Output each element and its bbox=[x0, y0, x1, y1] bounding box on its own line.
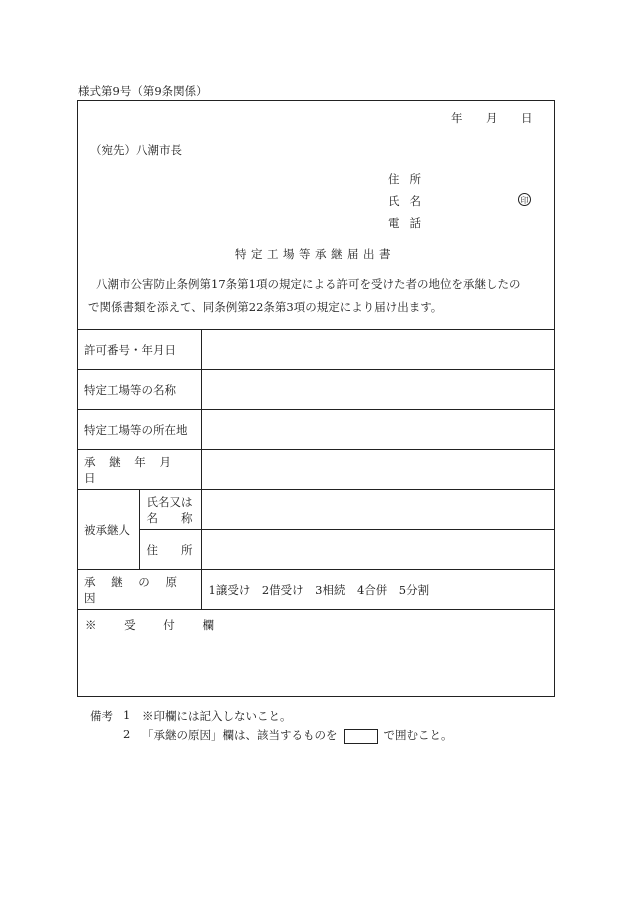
factory-location-label: 特定工場等の所在地 bbox=[84, 422, 188, 437]
permit-value-cell[interactable] bbox=[201, 330, 555, 370]
succession-date-label: 承 継 年 月 日 bbox=[84, 454, 171, 485]
seal-mark: 印 bbox=[518, 193, 531, 206]
permit-label: 許可番号・年月日 bbox=[84, 342, 176, 357]
predecessor-name-label-line-2: 名 称 bbox=[146, 510, 193, 525]
applicant-name-label: 氏名 bbox=[388, 194, 431, 208]
cause-row bbox=[77, 570, 555, 610]
body-text-line-1: 八潮市公害防止条例第17条第1項の規定による許可を受けた者の地位を承継したの bbox=[96, 277, 521, 291]
permit-row bbox=[77, 330, 555, 370]
predecessor-label: 被承継人 bbox=[84, 522, 130, 537]
succession-date-label-cell bbox=[77, 450, 201, 490]
cause-options-cell[interactable] bbox=[201, 570, 555, 610]
note-2-text-before: 「承継の原因」欄は、該当するものを bbox=[142, 728, 338, 742]
cause-options: 1譲受け 2借受け 3相続 4合併 5分割 bbox=[208, 582, 430, 597]
note-1-text: ※印欄には記入しないこと。 bbox=[142, 709, 292, 723]
date-year-label: 年 bbox=[451, 111, 463, 125]
predecessor-address-row bbox=[77, 530, 555, 570]
predecessor-label-cell bbox=[77, 490, 139, 570]
note-2-text-after: で囲むこと。 bbox=[383, 728, 453, 742]
factory-name-label: 特定工場等の名称 bbox=[84, 382, 176, 397]
predecessor-name-label-line-1: 氏名又は bbox=[146, 494, 193, 509]
predecessor-name-row bbox=[77, 490, 555, 530]
notes-heading: 備考 bbox=[90, 709, 113, 723]
predecessor-address-label: 住 所 bbox=[146, 542, 193, 557]
factory-location-row bbox=[77, 410, 555, 450]
applicant-address-label: 住所 bbox=[388, 172, 431, 186]
reception-label: ※ 受 付 欄 bbox=[85, 618, 226, 632]
note-example-box bbox=[344, 729, 378, 744]
note-1-number: 1 bbox=[123, 708, 131, 722]
cause-label-cell bbox=[77, 570, 201, 610]
date-month-label: 月 bbox=[486, 111, 498, 125]
predecessor-address-label-cell bbox=[139, 530, 201, 570]
predecessor-name-label-cell bbox=[139, 490, 201, 530]
succession-date-row bbox=[77, 450, 555, 490]
note-2-line bbox=[142, 727, 453, 744]
factory-name-row bbox=[77, 370, 555, 410]
predecessor-name-value-cell[interactable] bbox=[201, 490, 555, 530]
permit-label-cell bbox=[77, 330, 201, 370]
addressee: （宛先）八潮市長 bbox=[90, 143, 182, 157]
factory-name-value-cell[interactable] bbox=[201, 370, 555, 410]
factory-location-label-cell bbox=[77, 410, 201, 450]
body-text-line-2: で関係書類を添えて、同条例第22条第3項の規定により届け出ます。 bbox=[88, 300, 443, 314]
applicant-phone-label: 電話 bbox=[388, 216, 431, 230]
document-title: 特定工場等承継届出書 bbox=[235, 247, 395, 261]
note-2-number: 2 bbox=[123, 727, 131, 741]
factory-name-label-cell bbox=[77, 370, 201, 410]
factory-location-value-cell[interactable] bbox=[201, 410, 555, 450]
application-table bbox=[77, 329, 555, 610]
predecessor-address-value-cell[interactable] bbox=[201, 530, 555, 570]
cause-label: 承 継 の 原 因 bbox=[84, 574, 177, 605]
form-label: 様式第9号（第9条関係） bbox=[78, 84, 208, 98]
date-day-label: 日 bbox=[521, 111, 533, 125]
succession-date-value-cell[interactable] bbox=[201, 450, 555, 490]
